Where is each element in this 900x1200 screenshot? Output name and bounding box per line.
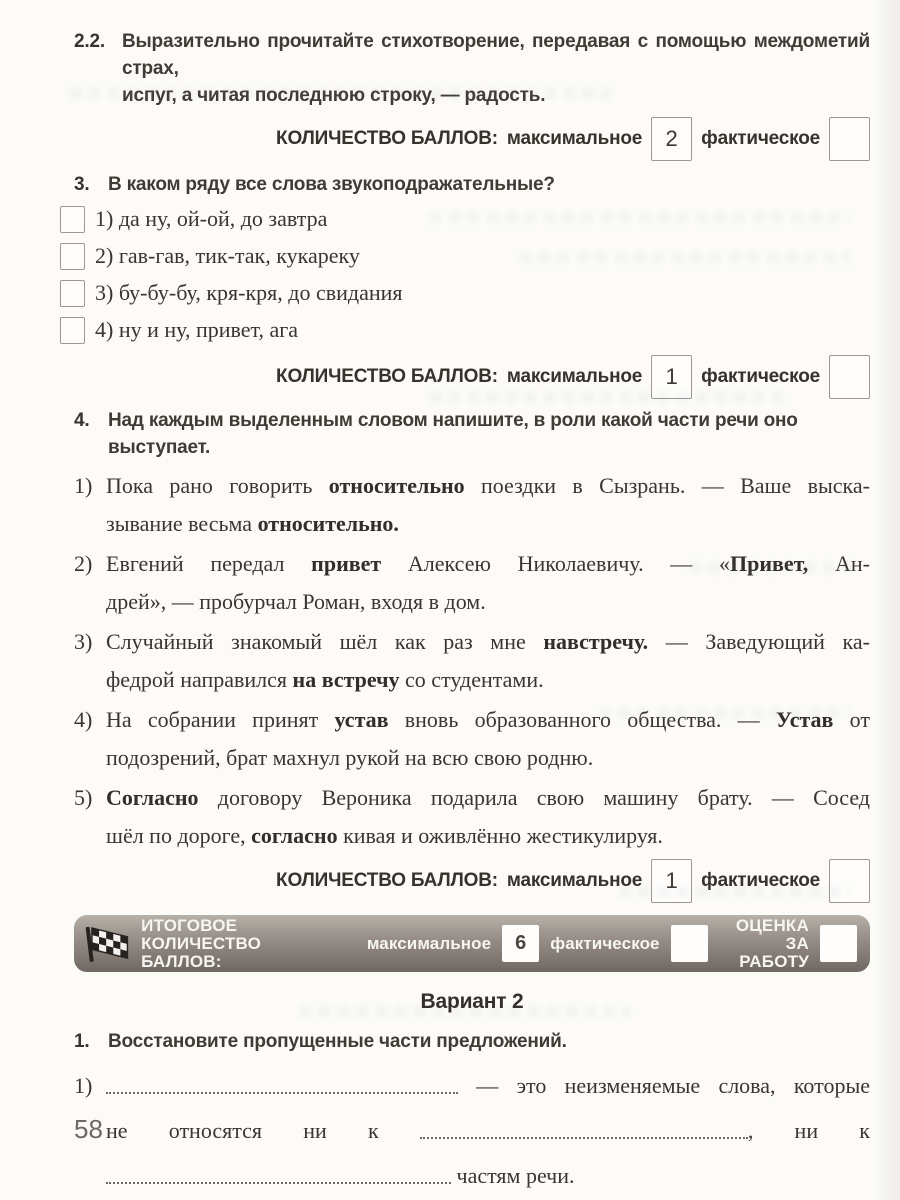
max-score-value: 1 [665, 364, 678, 389]
sentence-text: дрей», — пробурчал Роман, входя в дом. [106, 589, 486, 614]
sentence-text: подозрений, брат махнул рукой на всю свою родню. [106, 745, 594, 770]
sentence-text: испуг, а читая последнюю строку, — радость. [122, 85, 546, 106]
fill-in-blank[interactable] [106, 1168, 451, 1184]
sentence-text: Алексею Николаевичу. — « [381, 551, 730, 576]
score-row-4 [74, 857, 870, 905]
fact-score-label: фактическое [701, 366, 820, 387]
banner-title-line1: ИТОГОВОЕ КОЛИЧЕСТВО [141, 915, 262, 953]
fact-score-box[interactable] [829, 117, 870, 161]
sentence-item [74, 701, 870, 777]
page-number: 58 [74, 1114, 103, 1144]
exercise-instruction: Восстановите пропущенные части предложений. [108, 1031, 567, 1052]
item-content [106, 467, 870, 543]
sentence-text: Выразительно прочитайте стихотворение, передавая с помощью междометий страх, [122, 31, 870, 79]
sentence-line [106, 739, 870, 777]
banner-title [141, 917, 345, 971]
sentence-line [106, 779, 870, 817]
item-number: 5) [74, 785, 93, 810]
score-title-label: КОЛИЧЕСТВО БАЛЛОВ: [276, 870, 498, 891]
exercise-4 [74, 407, 870, 855]
item-content [106, 623, 870, 699]
item-content [106, 545, 870, 621]
banner-fact-label: фактическое [550, 933, 660, 953]
exercise-2-2 [74, 28, 870, 109]
item-content [106, 779, 870, 855]
banner-max-label: максимальное [366, 933, 492, 953]
banner-grade-line2: ЗА РАБОТУ [739, 933, 809, 971]
exercise-number: 1. [74, 1031, 90, 1052]
fact-score-label: фактическое [701, 128, 820, 149]
option-text: 1) да ну, ой-ой, до завтра [95, 206, 328, 231]
sentence-line [122, 28, 870, 82]
fill-in-blank[interactable] [106, 1078, 458, 1094]
answer-option-row [60, 239, 870, 273]
max-score-value: 2 [665, 126, 678, 151]
answer-option-row [60, 313, 870, 347]
item-number: 1) [74, 473, 93, 498]
banner-grade-label [719, 917, 809, 971]
variant-title: Вариант 2 [420, 990, 524, 1013]
item-number: 3) [74, 629, 93, 654]
highlighted-word: относительно. [257, 511, 399, 536]
sentence-line [106, 817, 870, 855]
sentence-line [106, 505, 870, 543]
sentence-text: договору Вероника подарила свою машину брату. — Сосед [198, 785, 870, 810]
highlighted-word: навстречу. [543, 629, 649, 654]
highlighted-word: согласно [251, 823, 338, 848]
answer-checkbox[interactable] [60, 280, 85, 307]
answer-checkbox[interactable] [60, 243, 85, 270]
item-number: 4) [74, 707, 93, 732]
banner-grade-line1: ОЦЕНКА [735, 915, 809, 935]
sentence-line [106, 583, 870, 621]
sentence-line [106, 1063, 870, 1108]
max-score-box [651, 859, 692, 903]
max-score-label: максимальное [506, 128, 643, 149]
answer-options [74, 202, 870, 347]
banner-max-box [502, 925, 539, 962]
summary-banner [74, 915, 870, 972]
sentence-text: шёл по дороге, [106, 823, 252, 848]
item-content [106, 701, 870, 777]
sentence-item [74, 467, 870, 543]
sentence-text: со студентами. [399, 667, 544, 692]
answer-option-row [60, 276, 870, 310]
answer-checkbox[interactable] [60, 206, 85, 233]
banner-fact-box[interactable] [671, 925, 708, 962]
sentence-line [106, 623, 870, 661]
banner-grade-box[interactable] [820, 925, 857, 962]
highlighted-word: Согласно [106, 785, 199, 810]
highlighted-word: привет [311, 551, 382, 576]
banner-max-value: 6 [515, 932, 527, 954]
fact-score-label: фактическое [701, 870, 820, 891]
max-score-box [651, 355, 692, 399]
fact-score-box[interactable] [829, 355, 870, 399]
sentence-line [122, 82, 870, 109]
fill-in-item [74, 1063, 870, 1198]
sentence-text: не относятся ни к [106, 1118, 420, 1143]
fact-score-box[interactable] [829, 859, 870, 903]
score-row-3 [74, 353, 870, 401]
exercise-3 [74, 171, 870, 347]
fill-in-lines [106, 1063, 870, 1198]
sentence-line [106, 661, 870, 699]
sentence-line [106, 701, 870, 739]
highlighted-word: относительно [328, 473, 465, 498]
exercise-number: 2.2. [74, 31, 105, 52]
score-title-label: КОЛИЧЕСТВО БАЛЛОВ: [276, 128, 498, 149]
exercise-instruction: Над каждым выделенным словом напишите, в роли какой части речи оно выступает. [108, 410, 798, 458]
exercise-instruction [122, 28, 870, 109]
checkered-flag-icon [84, 922, 130, 966]
exercise-question: В каком ряду все слова звукоподражательные? [108, 174, 555, 195]
sentence-text: , ни к [747, 1118, 870, 1143]
score-row-2-2 [74, 115, 870, 163]
sentence-line [106, 467, 870, 505]
max-score-label: максимальное [506, 366, 643, 387]
score-title-label: КОЛИЧЕСТВО БАЛЛОВ: [276, 366, 498, 387]
sentence-text: Ан- [808, 551, 870, 576]
sentence-text: — это неизменяемые слова, которые [458, 1073, 870, 1098]
option-text: 3) бу-бу-бу, кря-кря, до свидания [95, 280, 403, 305]
max-score-label: максимальное [506, 870, 643, 891]
highlighted-word: на встречу [292, 667, 400, 692]
max-score-value: 1 [665, 868, 678, 893]
sentence-items [74, 467, 870, 855]
sentence-text: зывание весьма [106, 511, 258, 536]
sentence-text: федрой направился [106, 667, 293, 692]
sentence-text: от [833, 707, 870, 732]
sentence-item [74, 623, 870, 699]
sentence-text: кивая и оживлённо жестикулируя. [337, 823, 663, 848]
exercise-number: 4. [74, 410, 90, 431]
sentence-line [106, 545, 870, 583]
sentence-text: вновь образованного общества. — [388, 707, 776, 732]
exercise-number: 3. [74, 174, 90, 195]
sentence-text: — Заведующий ка- [648, 629, 870, 654]
sentence-text: поездки в Сызрань. — Ваше выска- [464, 473, 870, 498]
sentence-text: частям речи. [451, 1163, 575, 1188]
sentence-line [106, 1108, 870, 1153]
fill-in-blank[interactable] [420, 1123, 748, 1139]
answer-checkbox[interactable] [60, 317, 85, 344]
banner-title-line2: БАЛЛОВ: [141, 951, 222, 971]
sentence-item [74, 545, 870, 621]
sentence-text: На собрании принят [106, 707, 335, 732]
sentence-text: Евгений передал [106, 551, 312, 576]
option-text: 2) гав-гав, тик-так, кукареку [95, 243, 360, 268]
sentence-item [74, 779, 870, 855]
highlighted-word: Привет, [729, 551, 809, 576]
max-score-box [651, 117, 692, 161]
sentence-line [106, 1153, 870, 1198]
highlighted-word: устав [334, 707, 389, 732]
item-number: 1) [74, 1073, 93, 1098]
sentence-text: Пока рано говорить [106, 473, 329, 498]
answer-option-row [60, 202, 870, 236]
sentence-text: Случайный знакомый шёл как раз мне [106, 629, 544, 654]
highlighted-word: Устав [775, 707, 834, 732]
item-number: 2) [74, 551, 93, 576]
variant2-exercise-1 [74, 1028, 870, 1198]
option-text: 4) ну и ну, привет, ага [95, 317, 299, 342]
page-edge-shadow [872, 0, 900, 1200]
